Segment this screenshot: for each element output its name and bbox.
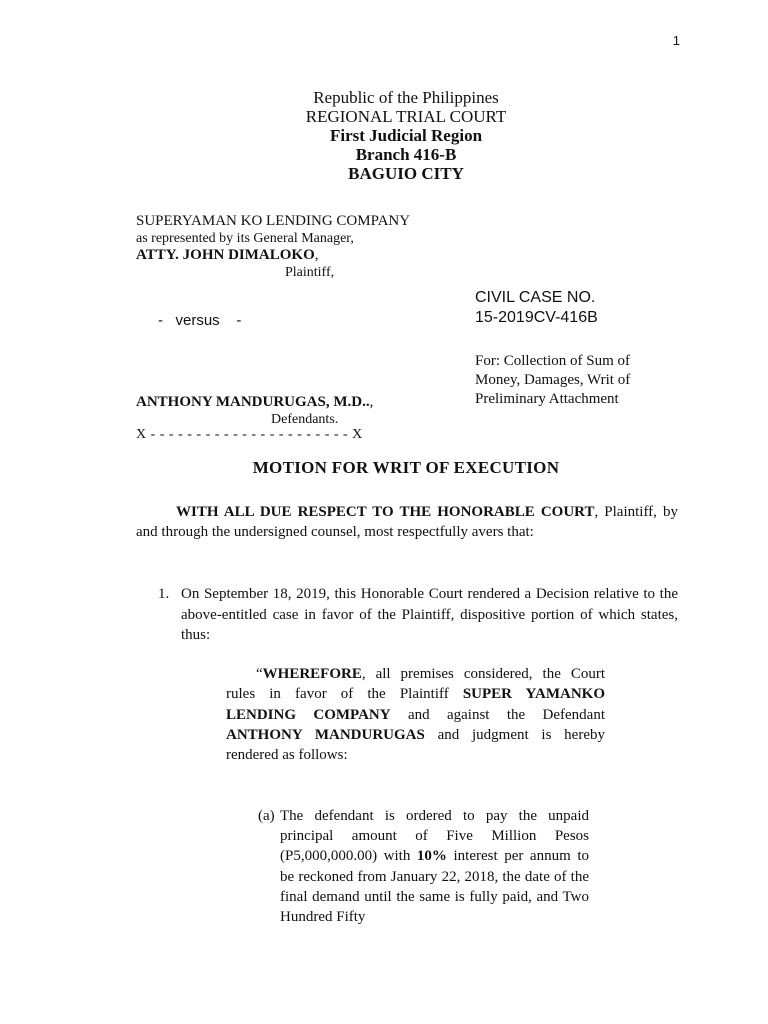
sub-item-rate: 10% xyxy=(416,848,447,865)
header-branch: Branch 416-B xyxy=(355,145,457,164)
intro-text: , Plaintiff, by and through the undersigned counsel, most respectfully avers that: xyxy=(136,504,678,540)
quoted-dispositive xyxy=(226,664,605,765)
plaintiff-representative: ATTY. JOHN DIMALOKO xyxy=(136,247,315,263)
defendant-name-suffix: , xyxy=(369,394,374,410)
quote-wherefore: WHEREFORE xyxy=(262,666,362,682)
case-number-block xyxy=(475,288,598,328)
case-number-label: CIVIL CASE NO. xyxy=(475,289,596,306)
intro-address: WITH ALL DUE RESPECT TO THE HONORABLE COURT xyxy=(176,504,595,520)
quote-text-3: and judgment is hereby rendered as follows: xyxy=(226,726,605,764)
item-number: 1. xyxy=(158,586,170,602)
case-nature-line2: Money, Damages, Writ of xyxy=(475,372,631,388)
quote-text-2: and against the Defendant xyxy=(390,706,605,723)
plaintiff-name-suffix: , xyxy=(314,247,319,263)
sub-item-text xyxy=(280,806,589,927)
header-city: BAGUIO CITY xyxy=(348,164,464,183)
document-title: MOTION FOR WRIT OF EXECUTION xyxy=(252,458,560,477)
case-nature-line3: Preliminary Attachment xyxy=(475,391,619,407)
quote-defendant-name: ANTHONY MANDURUGAS xyxy=(226,726,425,743)
defendant-caption xyxy=(136,394,373,428)
intro-paragraph xyxy=(136,502,678,542)
defendant-role: Defendants. xyxy=(271,412,339,427)
plaintiff-represented: as represented by its General Manager, xyxy=(136,231,354,246)
case-nature xyxy=(475,352,675,409)
item-text: On September 18, 2019, this Honorable Court rendered a Decision relative to the above-entitled case in favor of the Plaintiff, dispositive portion of which states, thus: xyxy=(181,586,678,643)
quote-text-1: , all premises considered, the Court rules in favor of the Plaintiff xyxy=(226,666,605,703)
numbered-item-1 xyxy=(158,584,678,646)
plaintiff-role: Plaintiff, xyxy=(285,265,335,280)
sub-item-text-1: The defendant is ordered to pay the unpaid principal amount of Five Million Pesos (P5,000,000.00) with xyxy=(280,808,589,865)
sub-item-label: (a) xyxy=(258,808,275,824)
header-region: First Judicial Region xyxy=(329,126,483,145)
case-nature-line1: For: Collection of Sum of xyxy=(475,353,630,369)
caption-separator: X - - - - - - - - - - - - - - - - - - - - - - X xyxy=(136,427,363,442)
defendant-name: ANTHONY MANDURUGAS, M.D.. xyxy=(136,394,370,410)
header-republic: Republic of the Philippines xyxy=(313,88,499,107)
quote-open: “ xyxy=(256,666,263,682)
sub-item-a xyxy=(258,806,589,927)
header-court: REGIONAL TRIAL COURT xyxy=(305,107,507,126)
versus-label: - versus - xyxy=(158,312,242,329)
page-number: 1 xyxy=(672,33,680,48)
plaintiff-caption xyxy=(136,213,410,281)
court-header xyxy=(0,88,768,183)
quote-plaintiff-name: SUPER YAMANKO LENDING COMPANY xyxy=(226,686,605,723)
plaintiff-company: SUPERYAMAN KO LENDING COMPANY xyxy=(136,213,411,229)
sub-item-text-2: interest per annum to be reckoned from January 22, 2018, the date of the final demand until the same is fully paid, and Two Hundred Fifty xyxy=(280,848,590,926)
case-number: 15-2019CV-416B xyxy=(475,309,598,326)
